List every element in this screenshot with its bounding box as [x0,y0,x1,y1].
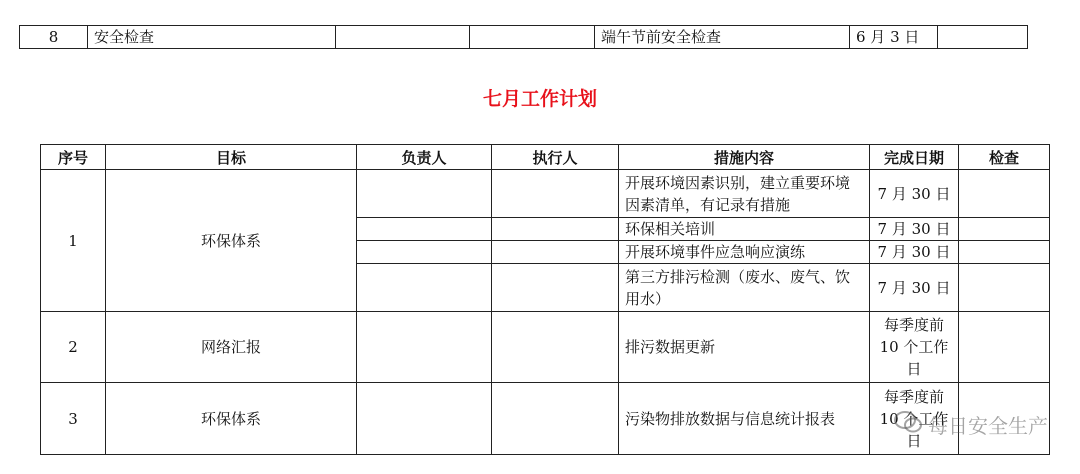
date-cell: 7 月 30 日 [870,170,959,218]
header-measure: 措施内容 [619,145,870,170]
header-number: 序号 [41,145,106,170]
header-date: 完成日期 [870,145,959,170]
executor-cell [492,264,619,312]
previous-plan-table [19,25,1028,49]
target-cell: 安全检查 [88,26,336,49]
date-cell: 7 月 30 日 [870,264,959,312]
check-cell [938,26,1028,49]
header-target: 目标 [106,145,357,170]
owner-cell [357,312,492,383]
header-check: 检查 [959,145,1050,170]
watermark [894,410,1048,439]
owner-cell [357,264,492,312]
check-cell [959,264,1050,312]
measure-cell: 端午节前安全检查 [595,26,850,49]
header-owner: 负责人 [357,145,492,170]
check-cell [959,218,1050,241]
date-cell: 6 月 3 日 [850,26,938,49]
executor-cell [492,170,619,218]
target-cell: 环保体系 [106,383,357,455]
owner-cell [357,170,492,218]
date-cell: 7 月 30 日 [870,218,959,241]
header-executor: 执行人 [492,145,619,170]
row-number: 1 [41,170,106,312]
owner-cell [336,26,470,49]
owner-cell [357,241,492,264]
target-cell: 环保体系 [106,170,357,312]
executor-cell [492,241,619,264]
target-cell: 网络汇报 [106,312,357,383]
executor-cell [492,312,619,383]
july-plan-table [40,144,1050,455]
executor-cell [492,218,619,241]
executor-cell [492,383,619,455]
table-header-row [41,145,1050,170]
executor-cell [470,26,595,49]
measure-cell: 开展环境事件应急响应演练 [619,241,870,264]
table-row [41,170,1050,218]
date-cell: 7 月 30 日 [870,241,959,264]
measure-cell: 第三方排污检测（废水、废气、饮用水） [619,264,870,312]
measure-cell: 排污数据更新 [619,312,870,383]
check-cell [959,170,1050,218]
row-number: 2 [41,312,106,383]
row-number: 8 [20,26,88,49]
measure-cell: 开展环境因素识别，建立重要环境因素清单，有记录有措施 [619,170,870,218]
watermark-text: 每日安全生产 [928,414,1048,438]
date-cell: 每季度前 10 个工作日 [870,383,959,455]
check-cell [959,312,1050,383]
measure-cell: 污染物排放数据与信息统计报表 [619,383,870,455]
row-number: 3 [41,383,106,455]
table-row [20,26,1028,49]
measure-cell: 环保相关培训 [619,218,870,241]
date-cell: 每季度前 10 个工作日 [870,312,959,383]
owner-cell [357,383,492,455]
table-row [41,312,1050,383]
wechat-icon [894,410,922,439]
owner-cell [357,218,492,241]
check-cell [959,241,1050,264]
plan-title: 七月工作计划 [482,88,597,110]
